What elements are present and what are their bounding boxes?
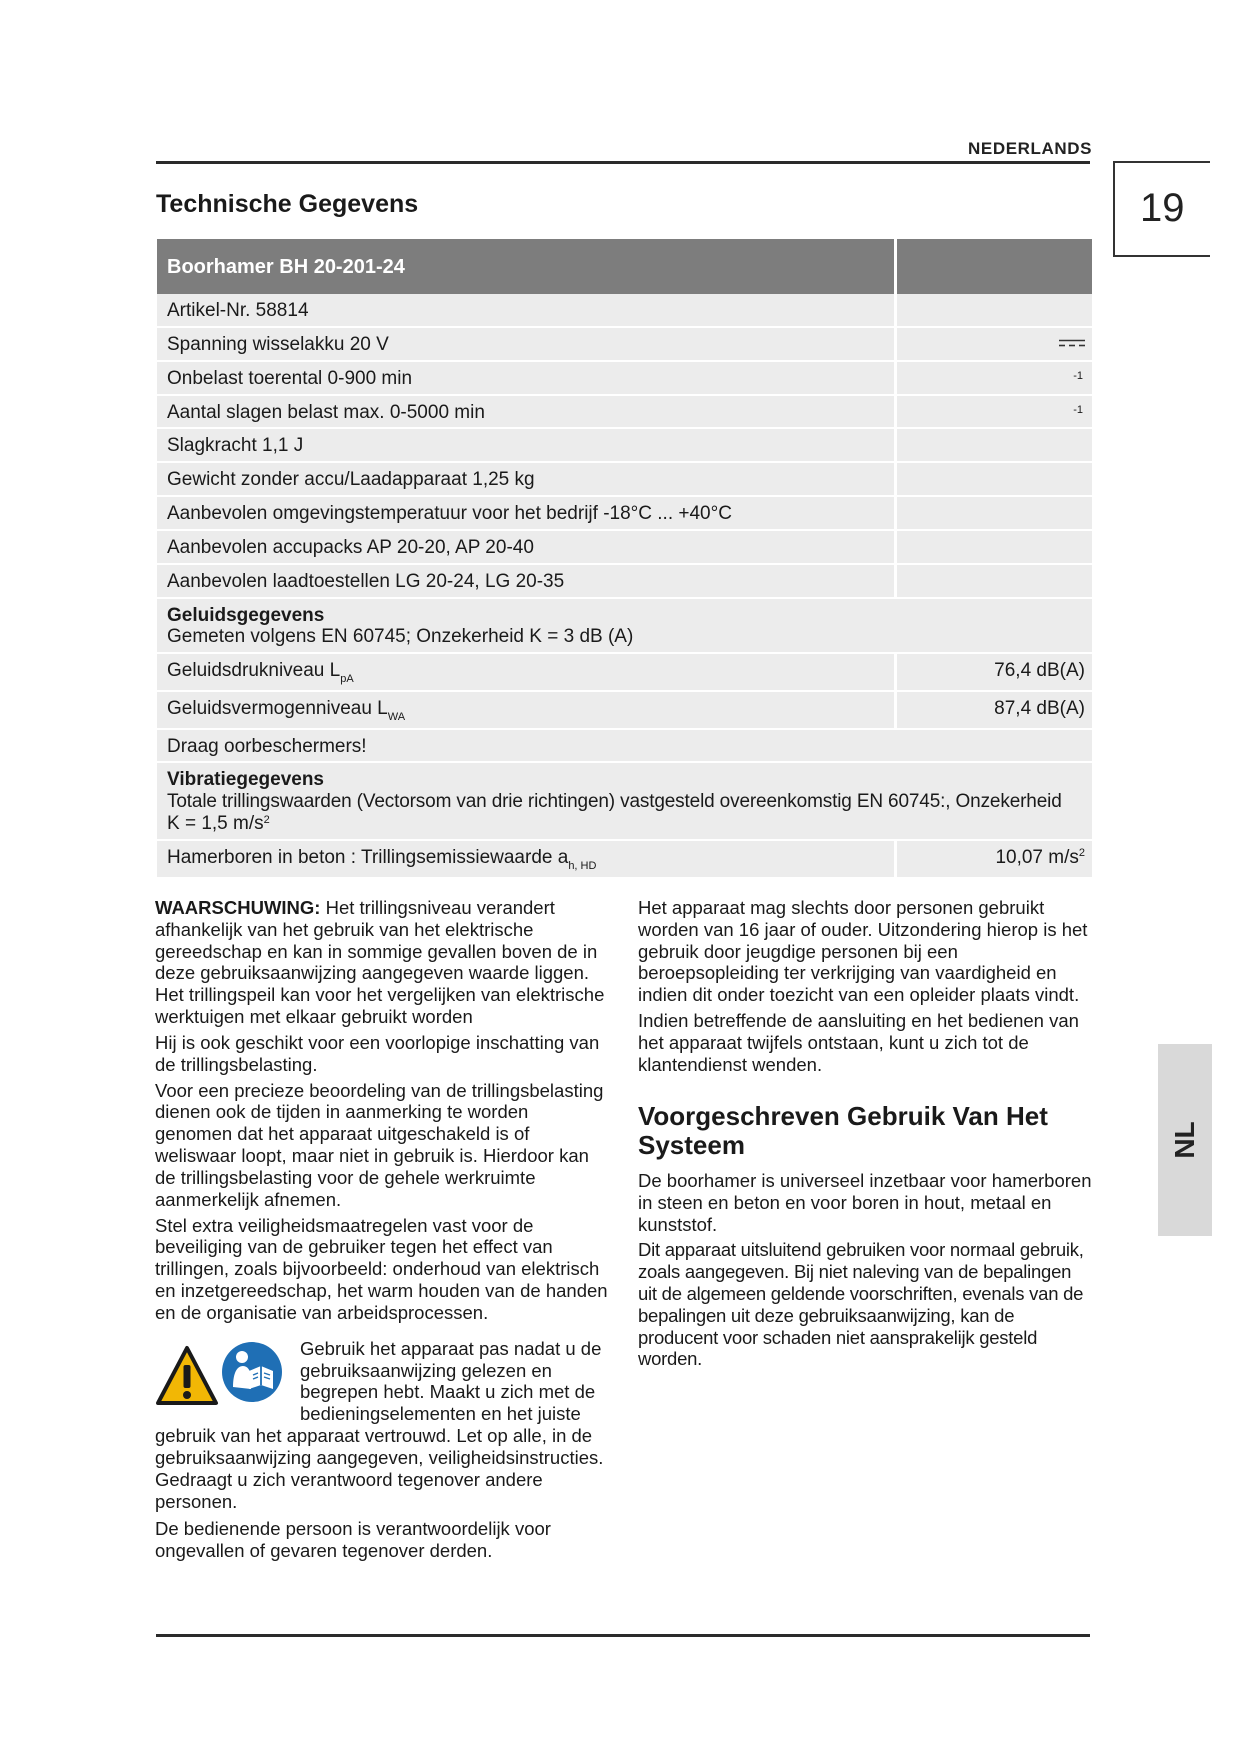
row-unit-superscript: -1 — [1073, 369, 1083, 382]
row-label: Spanning wisselakku 20 V — [157, 328, 897, 360]
paragraph: De bedienende persoon is verantwoordelijk voor ongevallen of gevaren tegenover derden. — [155, 1518, 551, 1562]
dc-symbol-icon — [1059, 339, 1085, 347]
noise-measured-text: Gemeten volgens EN 60745; Onzekerheid K = 3 dB (A) — [167, 626, 634, 648]
paragraph: De boorhamer is universeel inzetbaar voor hamerboren in steen en beton en voor boren in hout, metaal en kunststof. — [638, 1169, 1092, 1235]
warning-triangle-icon — [155, 1345, 219, 1407]
row-value — [897, 328, 1092, 360]
row-value — [897, 565, 1092, 597]
spec-table-title: Boorhamer BH 20-201-24 — [157, 239, 897, 294]
row-value — [897, 362, 1092, 394]
row-label: Onbelast toerental 0-900 min — [157, 362, 897, 394]
row-value — [897, 294, 1092, 326]
table-row — [157, 730, 1092, 764]
vibration-total-text: Totale trillingswaarden (Vectorsom van drie richtingen) vastgesteld overeenkomstig EN 60745:, Onzekerheid — [167, 791, 1062, 813]
table-row — [157, 654, 1092, 692]
read-manual-icon — [221, 1341, 283, 1403]
row-unit-superscript: -1 — [1073, 403, 1083, 416]
noise-section — [157, 599, 1092, 653]
paragraph: Stel extra veiligheidsmaatregelen vast voor de beveiliging van de gebruiker tegen het effect van trillingen, zoals bijvoorbeeld: onderhoud van elektrisch en inzetgereedschap, het warm houden van de handen en de organisatie van arbeidsprocessen. — [155, 1214, 608, 1323]
table-row — [157, 429, 1092, 463]
sound-pressure-label: Geluidsdrukniveau L — [167, 660, 341, 682]
row-value — [897, 497, 1092, 529]
paragraph: Hij is ook geschikt voor een voorlopige inschatting van de trillingsbelasting. — [155, 1031, 600, 1075]
row-label: Gewicht zonder accu/Laadapparaat 1,25 kg — [157, 463, 897, 495]
table-row — [157, 463, 1092, 497]
row-label: Aantal slagen belast max. 0-5000 min — [157, 396, 897, 428]
hammer-drilling-value-sup: 2 — [1078, 846, 1085, 859]
vibration-section-row — [157, 763, 1092, 841]
safety-icons — [155, 1341, 292, 1407]
row-label: Aanbevolen accupacks AP 20-20, AP 20-40 — [157, 531, 897, 563]
warning-label: WAARSCHUWING: — [155, 897, 321, 918]
table-row — [157, 396, 1092, 430]
read-manual-block — [155, 1338, 610, 1513]
sound-power-subscript: WA — [387, 710, 406, 723]
sound-power-value: 87,4 dB(A) — [994, 697, 1085, 719]
noise-section-row — [157, 599, 1092, 655]
row-label: Aanbevolen omgevingstemperatuur voor het bedrijf -18°C ... +40°C — [157, 497, 897, 529]
bottom-rule — [156, 1634, 1090, 1637]
row-label: Aanbevolen laadtoestellen LG 20-24, LG 20-35 — [157, 565, 897, 597]
table-row — [157, 294, 1092, 328]
row-label: Slagkracht 1,1 J — [157, 429, 897, 461]
sound-power-label: Geluidsvermogenniveau L — [167, 697, 388, 719]
table-row — [157, 362, 1092, 396]
vibration-uncertainty-value: K = 1,5 m/s — [167, 813, 264, 835]
paragraph: Het apparaat mag slechts door personen gebruikt worden van 16 jaar of ouder. Uitzondering hierop is het gebruik door jeugdige personen bij een beroepsopleiding ter verkrijging van vaardigheid en indien dit onder toezicht van een opleider plaats vindt. — [638, 897, 1088, 1006]
vibration-uncertainty-sup: 2 — [263, 814, 270, 827]
warning-paragraph — [155, 897, 610, 1028]
spec-table-header-value — [897, 239, 1092, 294]
vibration-section — [157, 763, 1092, 839]
left-column — [155, 897, 610, 1566]
vibration-section-title: Vibratiegegevens — [167, 769, 325, 791]
row-value — [897, 463, 1092, 495]
page-title: Technische Gegevens — [156, 190, 419, 218]
sound-pressure-subscript: pA — [340, 673, 354, 686]
hammer-drilling-value — [897, 841, 1092, 877]
table-row — [157, 328, 1092, 362]
table-row — [157, 531, 1092, 565]
row-value — [897, 429, 1092, 461]
table-row — [157, 497, 1092, 531]
row-label — [157, 654, 897, 690]
vibration-uncertainty — [167, 813, 1082, 835]
warning-text: Het trillingsniveau verandert afhankelijk van het gebruik van het elektrische gereedschap en kan in sommige gevallen boven de in deze gebruiksaanwijzing aangegeven waarde liggen. Het trillingspeil kan voor het vergelijken van elektrische werktuigen met elkaar gebruikt worden — [155, 897, 605, 1028]
row-value — [897, 531, 1092, 563]
top-rule — [156, 161, 1090, 164]
table-row — [157, 692, 1092, 730]
hammer-drilling-subscript: h, HD — [568, 859, 597, 872]
paragraph: Gebruik het apparaat pas nadat u de gebruiksaanwijzing gelezen en begrepen hebt. Maakt u zich met de bedieningselementen en het juiste gebruik van het apparaat vertrouwd. Let op alle, in de gebruiksaanwijzing aangegeven, veiligheidsinstructies. Gedraagt u zich verantwoord tegenover andere personen. — [155, 1337, 604, 1512]
language-header: NEDERLANDS — [968, 139, 1093, 158]
page-number: 19 — [1140, 186, 1185, 230]
language-side-tab-label: NL — [1169, 1121, 1200, 1159]
right-column — [638, 897, 1093, 1374]
spec-table-header — [157, 239, 1092, 294]
hammer-drilling-label: Hamerboren in beton : Trillingsemissiewaarde a — [167, 846, 569, 868]
section-heading: Voorgeschreven Gebruik Van Het Systeem — [638, 1100, 1048, 1160]
row-value — [897, 396, 1092, 428]
table-row — [157, 841, 1092, 879]
table-row — [157, 565, 1092, 599]
paragraph: Dit apparaat uitsluitend gebruiken voor normaal gebruik, zoals aangegeven. Bij niet naleving van de bepalingen uit de algemeen geldende voorschriften, evenals van de bepalingen uit deze gebruiksaanwijzing, kan de producent voor schaden niet aansprakelijk gesteld worden. — [638, 1239, 1084, 1370]
row-label: Artikel-Nr. 58814 — [157, 294, 897, 326]
ear-protection-text: Draag oorbeschermers! — [167, 735, 367, 757]
hammer-drilling-value-text: 10,07 m/s — [995, 846, 1079, 868]
spec-table — [157, 239, 1092, 879]
paragraph: Indien betreffende de aansluiting en het bedienen van het apparaat twijfels ontstaan, kunt u zich tot de klantendienst wenden. — [638, 1010, 1079, 1075]
noise-section-title: Geluidsgegevens — [167, 604, 325, 626]
row-label — [157, 692, 897, 728]
sound-pressure-value: 76,4 dB(A) — [994, 660, 1085, 682]
language-side-tab — [1158, 1044, 1212, 1236]
paragraph: Voor een precieze beoordeling van de trillingsbelasting dienen ook de tijden in aanmerking te worden genomen dat het apparaat uitgeschakeld is of weliswaar loopt, maar niet in gebruik is. Hierdoor kan de trillingsbelasting voor de gehele werkruimte aanmerkelijk afnemen. — [155, 1079, 604, 1210]
row-label — [157, 841, 897, 877]
